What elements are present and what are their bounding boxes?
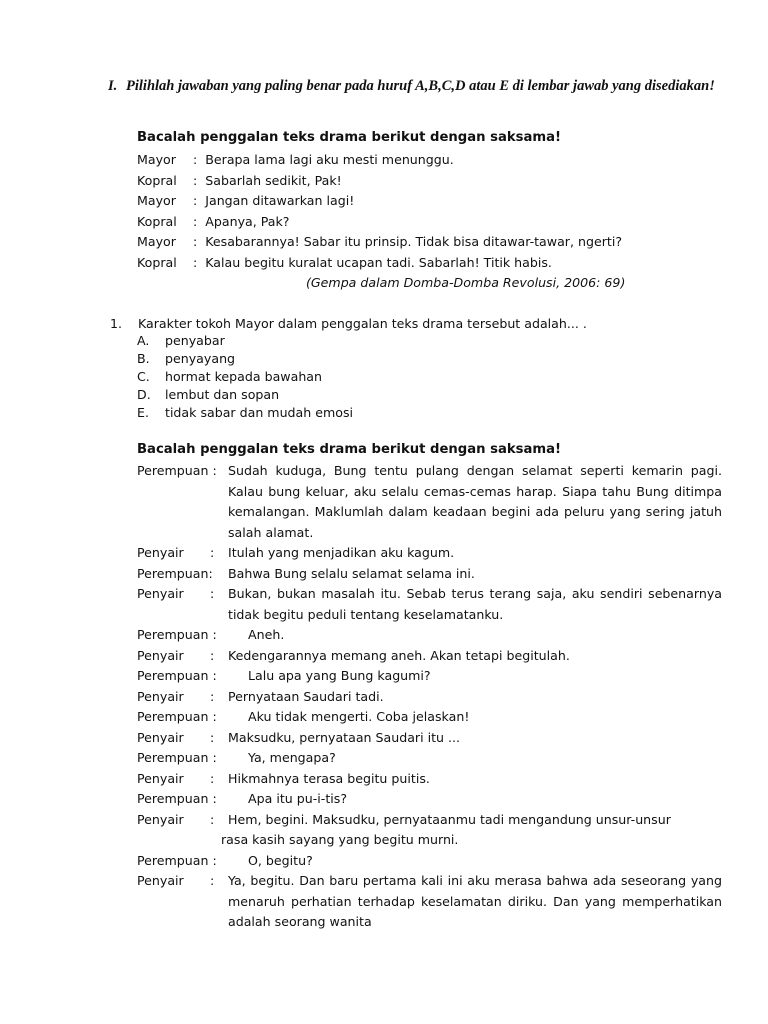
line-text: Kesabarannya! Sabar itu prinsip. Tidak bisa ditawar-tawar, ngerti? bbox=[205, 234, 623, 249]
speaker: Penyair bbox=[137, 545, 184, 560]
option-letter: C. bbox=[137, 369, 150, 384]
line-text: Apanya, Pak? bbox=[205, 213, 290, 229]
line-text: Bahwa Bung selalu selamat selama ini. bbox=[228, 565, 475, 581]
line-text: Pernyataan Saudari tadi. bbox=[228, 688, 384, 704]
line-text: Ya, mengapa? bbox=[248, 750, 336, 765]
speaker: Penyair bbox=[137, 729, 184, 745]
dialogue-line bbox=[137, 150, 727, 171]
line-text: Jangan ditawarkan lagi! bbox=[205, 193, 355, 208]
speaker: Penyair bbox=[137, 647, 184, 663]
dialogue-line bbox=[137, 687, 722, 708]
speaker: Perempuan : bbox=[137, 791, 217, 806]
colon: : bbox=[193, 234, 198, 249]
colon: : bbox=[193, 193, 198, 208]
dialogue-line bbox=[137, 789, 722, 810]
section1-heading: Bacalah penggalan teks drama berikut dengan saksama! bbox=[137, 130, 562, 145]
speaker: Perempuan : bbox=[137, 852, 217, 868]
dialogue-line bbox=[137, 646, 722, 667]
option-letter: B. bbox=[137, 351, 150, 366]
dialogue-line bbox=[137, 232, 727, 253]
colon: : bbox=[210, 873, 215, 888]
section2-heading: Bacalah penggalan teks drama berikut dengan saksama! bbox=[137, 442, 562, 457]
line-text: Itulah yang menjadikan aku kagum. bbox=[228, 545, 455, 560]
colon: : bbox=[193, 254, 198, 270]
instruction-text: Pilihlah jawaban yang paling benar pada huruf A,B,C,D atau E di lembar jawab yang disediakan! bbox=[126, 78, 715, 94]
dialogue-line bbox=[137, 584, 722, 625]
line-text: Lalu apa yang Bung kagumi? bbox=[248, 668, 431, 683]
speaker: Mayor bbox=[137, 152, 176, 167]
speaker: Perempuan : bbox=[137, 463, 217, 478]
colon: : bbox=[210, 647, 215, 663]
speaker: Perempuan: bbox=[137, 565, 213, 581]
speaker: Kopral bbox=[137, 213, 177, 229]
colon: : bbox=[210, 688, 215, 704]
line-text: Hikmahnya terasa begitu puitis. bbox=[228, 770, 430, 786]
colon: : bbox=[210, 770, 215, 786]
line-text: Sudah kuduga, Bung tentu pulang dengan selamat seperti kemarin pagi. Kalau bung keluar, aku selalu cemas-cemas harap. Siapa tahu Bung ditimpa kemalangan. Maklumlah dalam keadaan begini ada peluru yang sering jatuh salah alamat. bbox=[228, 463, 722, 540]
dialogue-line bbox=[137, 171, 727, 192]
colon: : bbox=[210, 586, 215, 601]
speaker: Penyair bbox=[137, 873, 184, 888]
question-text: Karakter tokoh Mayor dalam penggalan teks drama tersebut adalah... . bbox=[138, 316, 587, 331]
speaker: Penyair bbox=[137, 811, 184, 827]
citation: (Gempa dalam Domba-Domba Revolusi, 2006: 69) bbox=[306, 275, 626, 290]
line-continuation: rasa kasih sayang yang begitu murni. bbox=[221, 832, 459, 847]
dialogue-line bbox=[137, 851, 722, 872]
option-letter: A. bbox=[137, 333, 150, 348]
colon: : bbox=[210, 811, 215, 827]
colon: : bbox=[193, 152, 198, 167]
option-text: lembut dan sopan bbox=[165, 387, 280, 402]
option-text: tidak sabar dan mudah emosi bbox=[165, 405, 354, 420]
speaker: Penyair bbox=[137, 688, 184, 704]
option-letter: E. bbox=[137, 405, 149, 420]
line-text: Hem, begini. Maksudku, pernyataanmu tadi mengandung unsur-unsur bbox=[228, 811, 671, 827]
line-text: O, begitu? bbox=[248, 852, 313, 868]
instruction bbox=[108, 77, 728, 95]
dialogue-line bbox=[137, 212, 727, 233]
line-text: Aku tidak mengerti. Coba jelaskan! bbox=[248, 709, 470, 724]
line-text: Kedengarannya memang aneh. Akan tetapi begitulah. bbox=[228, 647, 570, 663]
speaker: Mayor bbox=[137, 234, 176, 249]
line-text: Maksudku, pernyataan Saudari itu ... bbox=[228, 729, 461, 745]
speaker: Perempuan : bbox=[137, 709, 217, 724]
option-letter: D. bbox=[137, 387, 151, 402]
speaker: Perempuan : bbox=[137, 668, 217, 683]
speaker: Mayor bbox=[137, 193, 176, 208]
line-text: Aneh. bbox=[248, 627, 285, 642]
speaker: Penyair bbox=[137, 586, 184, 601]
dialogue-line bbox=[137, 564, 722, 585]
option-text: penyabar bbox=[165, 333, 225, 348]
question-number: 1. bbox=[110, 316, 123, 331]
speaker: Kopral bbox=[137, 254, 177, 270]
speaker: Perempuan : bbox=[137, 750, 217, 765]
line-text: Sabarlah sedikit, Pak! bbox=[205, 172, 342, 188]
speaker: Kopral bbox=[137, 172, 177, 188]
colon: : bbox=[210, 729, 215, 745]
dialogue-line bbox=[137, 253, 727, 274]
section2-dialogue bbox=[137, 461, 722, 933]
dialogue-line bbox=[137, 666, 722, 687]
dialogue-line bbox=[137, 769, 722, 790]
speaker: Penyair bbox=[137, 770, 184, 786]
dialogue-line bbox=[137, 543, 722, 564]
question-1 bbox=[110, 315, 730, 333]
instruction-number: I. bbox=[108, 78, 118, 94]
option-text: hormat kepada bawahan bbox=[165, 369, 322, 384]
colon: : bbox=[193, 213, 198, 229]
dialogue-line bbox=[137, 728, 722, 749]
line-text: Kalau begitu kuralat ucapan tadi. Sabarlah! Titik habis. bbox=[205, 254, 552, 270]
dialogue-line bbox=[137, 191, 727, 212]
dialogue-line bbox=[137, 748, 722, 769]
dialogue-line bbox=[137, 625, 722, 646]
line-text: Apa itu pu-i-tis? bbox=[248, 791, 347, 806]
dialogue-line bbox=[137, 810, 722, 851]
option-text: penyayang bbox=[165, 351, 236, 366]
section1-dialogue bbox=[137, 150, 727, 273]
dialogue-line bbox=[137, 707, 722, 728]
line-text: Bukan, bukan masalah itu. Sebab terus terang saja, aku sendiri sebenarnya tidak begitu peduli tentang keselamatanku. bbox=[228, 586, 722, 622]
dialogue-line bbox=[137, 461, 722, 543]
dialogue-line bbox=[137, 871, 722, 933]
colon: : bbox=[210, 545, 215, 560]
speaker: Perempuan : bbox=[137, 627, 217, 642]
line-text: Berapa lama lagi aku mesti menunggu. bbox=[205, 152, 454, 167]
colon: : bbox=[193, 172, 198, 188]
line-text: Ya, begitu. Dan baru pertama kali ini aku merasa bahwa ada seseorang yang menaruh perhatian terhadap keselamatan diriku. Dan yang memperhatikan adalah seorang wanita bbox=[228, 873, 722, 929]
